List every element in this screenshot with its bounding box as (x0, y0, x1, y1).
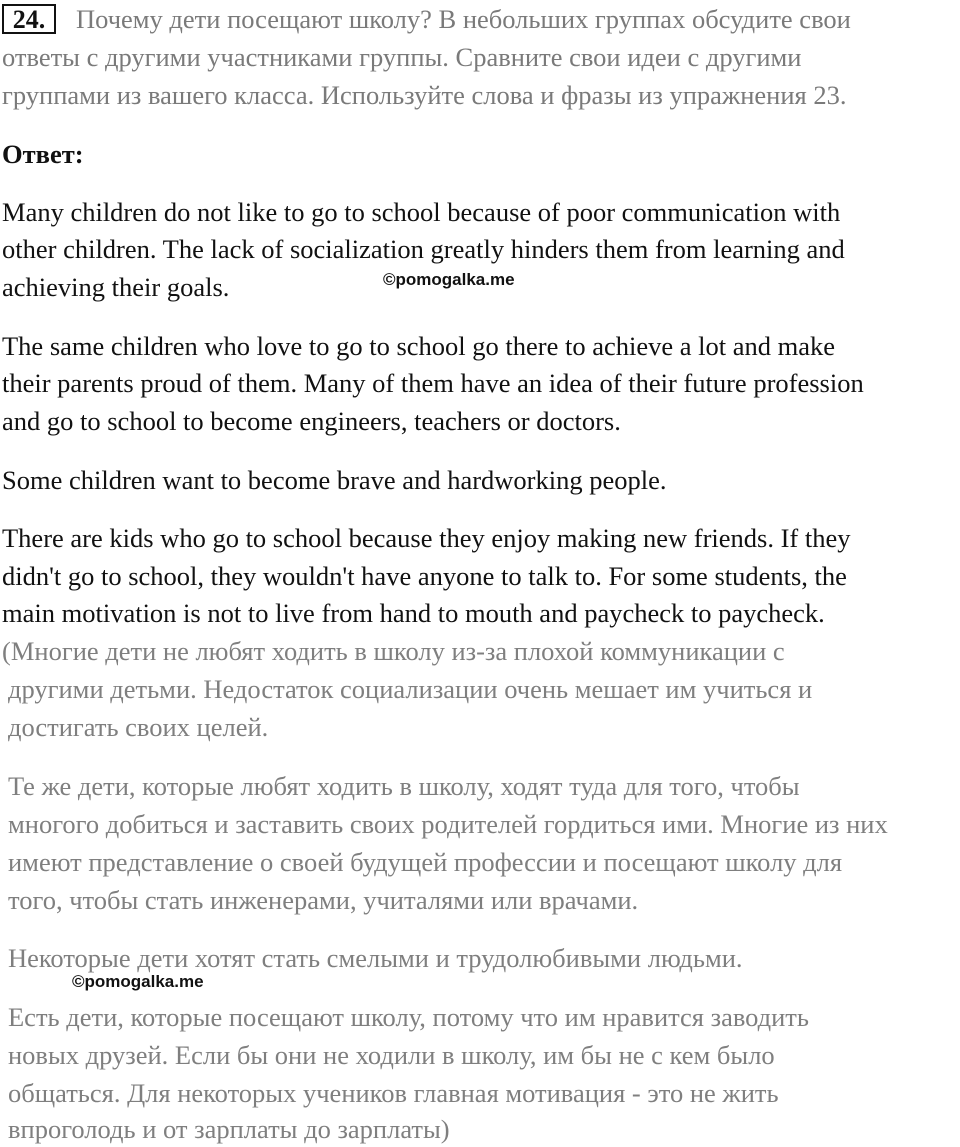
en-p2-line-2: their parents proud of them. Many of them have an idea of their future profession (2, 368, 864, 398)
ru-p1-line-1: (Многие дети не любят ходить в школу из-за плохой коммуникации с (2, 636, 785, 666)
ru-p4-line-3: общаться. Для некоторых учеников главная мотивация - это не жить (8, 1078, 779, 1108)
ru-p3-line-1: Некоторые дети хотят стать смелыми и трудолюбивыми людьми. (8, 943, 743, 973)
ru-p4-line-1: Есть дети, которые посещают школу, потому что им нравится заводить (8, 1002, 809, 1032)
en-p4-line-1: There are kids who go to school because they enjoy making new friends. If they (2, 523, 851, 553)
en-p1-line-2: other children. The lack of socialization greatly hinders them from learning and (2, 234, 845, 264)
ru-p2-line-4: того, чтобы стать инженерами, учиталями или врачами. (8, 885, 639, 915)
watermark-2: ©pomogalka.me (72, 972, 204, 991)
question-line-1: Почему дети посещают школу? В небольших группах обсудите свои (76, 4, 851, 34)
exercise-number: 24. (2, 4, 56, 34)
en-p2-line-3: and go to school to become engineers, teachers or doctors. (2, 406, 621, 436)
en-p4-line-2: didn't go to school, they wouldn't have anyone to talk to. For some students, the (2, 561, 847, 591)
ru-p1-line-2: другими детьми. Недостаток социализации очень мешает им учиться и (8, 674, 813, 704)
en-p1-line-3: achieving their goals. (2, 272, 230, 302)
ru-p1-line-3: достигать своих целей. (8, 712, 269, 742)
ru-p4-line-2: новых друзей. Если бы они не ходили в школу, им бы не с кем было (8, 1040, 775, 1070)
watermark-1: ©pomogalka.me (383, 270, 515, 289)
ru-p2-line-3: имеют представление о своей будущей профессии и посещают школу для (8, 847, 843, 877)
ru-p4-line-4: впроголодь и от зарплаты до зарплаты) (8, 1114, 450, 1144)
en-p2-line-1: The same children who love to go to school go there to achieve a lot and make (2, 331, 836, 361)
ru-p2-line-2: многого добиться и заставить своих родителей гордиться ими. Многие из них (8, 809, 888, 839)
en-p1-line-1: Many children do not like to go to school because of poor communication with (2, 197, 841, 227)
ru-p2-line-1: Те же дети, которые любят ходить в школу, ходят туда для того, чтобы (8, 771, 800, 801)
en-p3-line-1: Some children want to become brave and hardworking people. (2, 465, 667, 495)
answer-label: Ответ: (2, 139, 84, 169)
question-line-2: ответы с другими участниками группы. Сравните свои идеи с другими (2, 42, 802, 72)
question-line-3: группами из вашего класса. Используйте слова и фразы из упражнения 23. (2, 80, 847, 110)
en-p4-line-3: main motivation is not to live from hand to mouth and paycheck to paycheck. (2, 598, 825, 628)
